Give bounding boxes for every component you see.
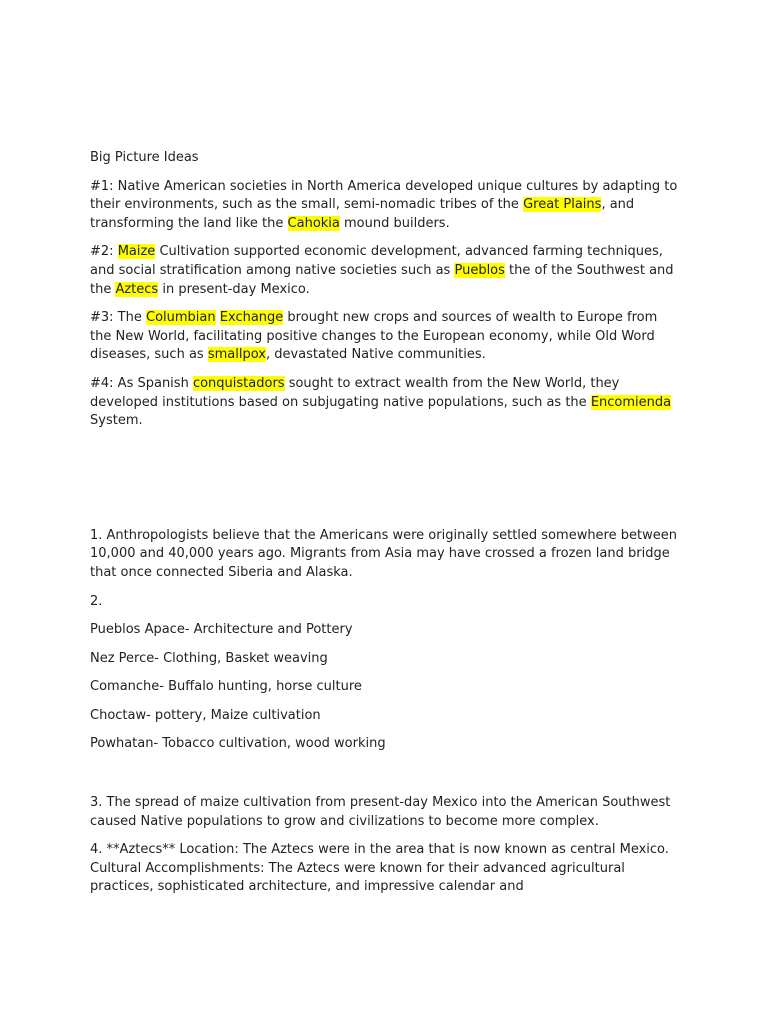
document-body [90,149,680,907]
text-run: Cultivation supported economic development, advanced farming techniques, and social stratification among native societies such as [90,244,663,278]
tribe-item: Nez Perce- Clothing, Basket weaving [90,650,328,666]
text-run: , devastated Native communities. [265,347,486,363]
highlight-exchange: Exchange [219,310,284,326]
text-run: #3: The [90,310,146,326]
highlight-pueblos: Pueblos [454,262,505,278]
text-run: the of the Southwest and the [90,262,674,297]
highlight-columbian: Columbian [146,310,216,326]
text-run: #1: Native American societies in North America developed unique cultures by adapting to their environments, such as the small, semi-nomadic tribes of the [90,178,678,213]
text-run: , and transforming the land like the [90,197,635,231]
big-idea-2 [90,243,680,299]
highlight-maize: Maize [117,244,156,260]
highlight-cahokia: Cahokia [287,215,340,231]
text-run: in present-day Mexico. [158,281,310,297]
text-run: brought new crops and sources of wealth to Europe from the New World, facilitating positive changes to the European economy, while Old Word diseases, such as [90,310,658,363]
highlight-smallpox: smallpox [207,347,266,363]
tribe-item: Comanche- Buffalo hunting, horse culture [90,679,362,695]
tribe-item: Powhatan- Tobacco cultivation, wood working [90,736,386,752]
big-idea-3 [90,309,680,365]
text-run: mound builders. [339,215,450,231]
answer-3: 3. The spread of maize cultivation from present-day Mexico into the American Southwest caused Native populations to grow and civilizations to become more complex. [90,795,671,829]
spacer [90,441,680,527]
tribe-item: Pueblos Apace- Architecture and Pottery [90,622,353,638]
big-idea-4 [90,375,680,431]
text-run: System. [90,413,143,429]
answer-2: 2. [90,593,103,609]
answer-1: 1. Anthropologists believe that the Americans were originally settled somewhere between 10,000 and 40,000 years ago. Migrants from Asia may have crossed a frozen land bridge that once connected Siberia and Alaska. [90,527,677,580]
page-heading: Big Picture Ideas [90,150,199,165]
spacer [90,764,680,794]
answer-4: 4. **Aztecs** Location: The Aztecs were in the area that is now known as central Mexico. Cultural Accomplishments: The Aztecs were known for their advanced agricultural practices, sophisticated architecture, and impressive calendar and [90,842,669,895]
highlight-conquistadors: conquistadors [192,375,285,391]
text-run: sought to extract wealth from the New World, they developed institutions based on subjugating native populations, such as the [90,375,620,410]
tribe-item: Choctaw- pottery, Maize cultivation [90,707,321,723]
highlight-encomienda: Encomienda [590,394,672,410]
text-run: #4: As Spanish [90,375,193,391]
highlight-aztecs: Aztecs [115,281,159,297]
highlight-great-plains: Great Plains [523,197,602,213]
text-run: #2: [90,244,118,260]
big-idea-1 [90,178,680,234]
